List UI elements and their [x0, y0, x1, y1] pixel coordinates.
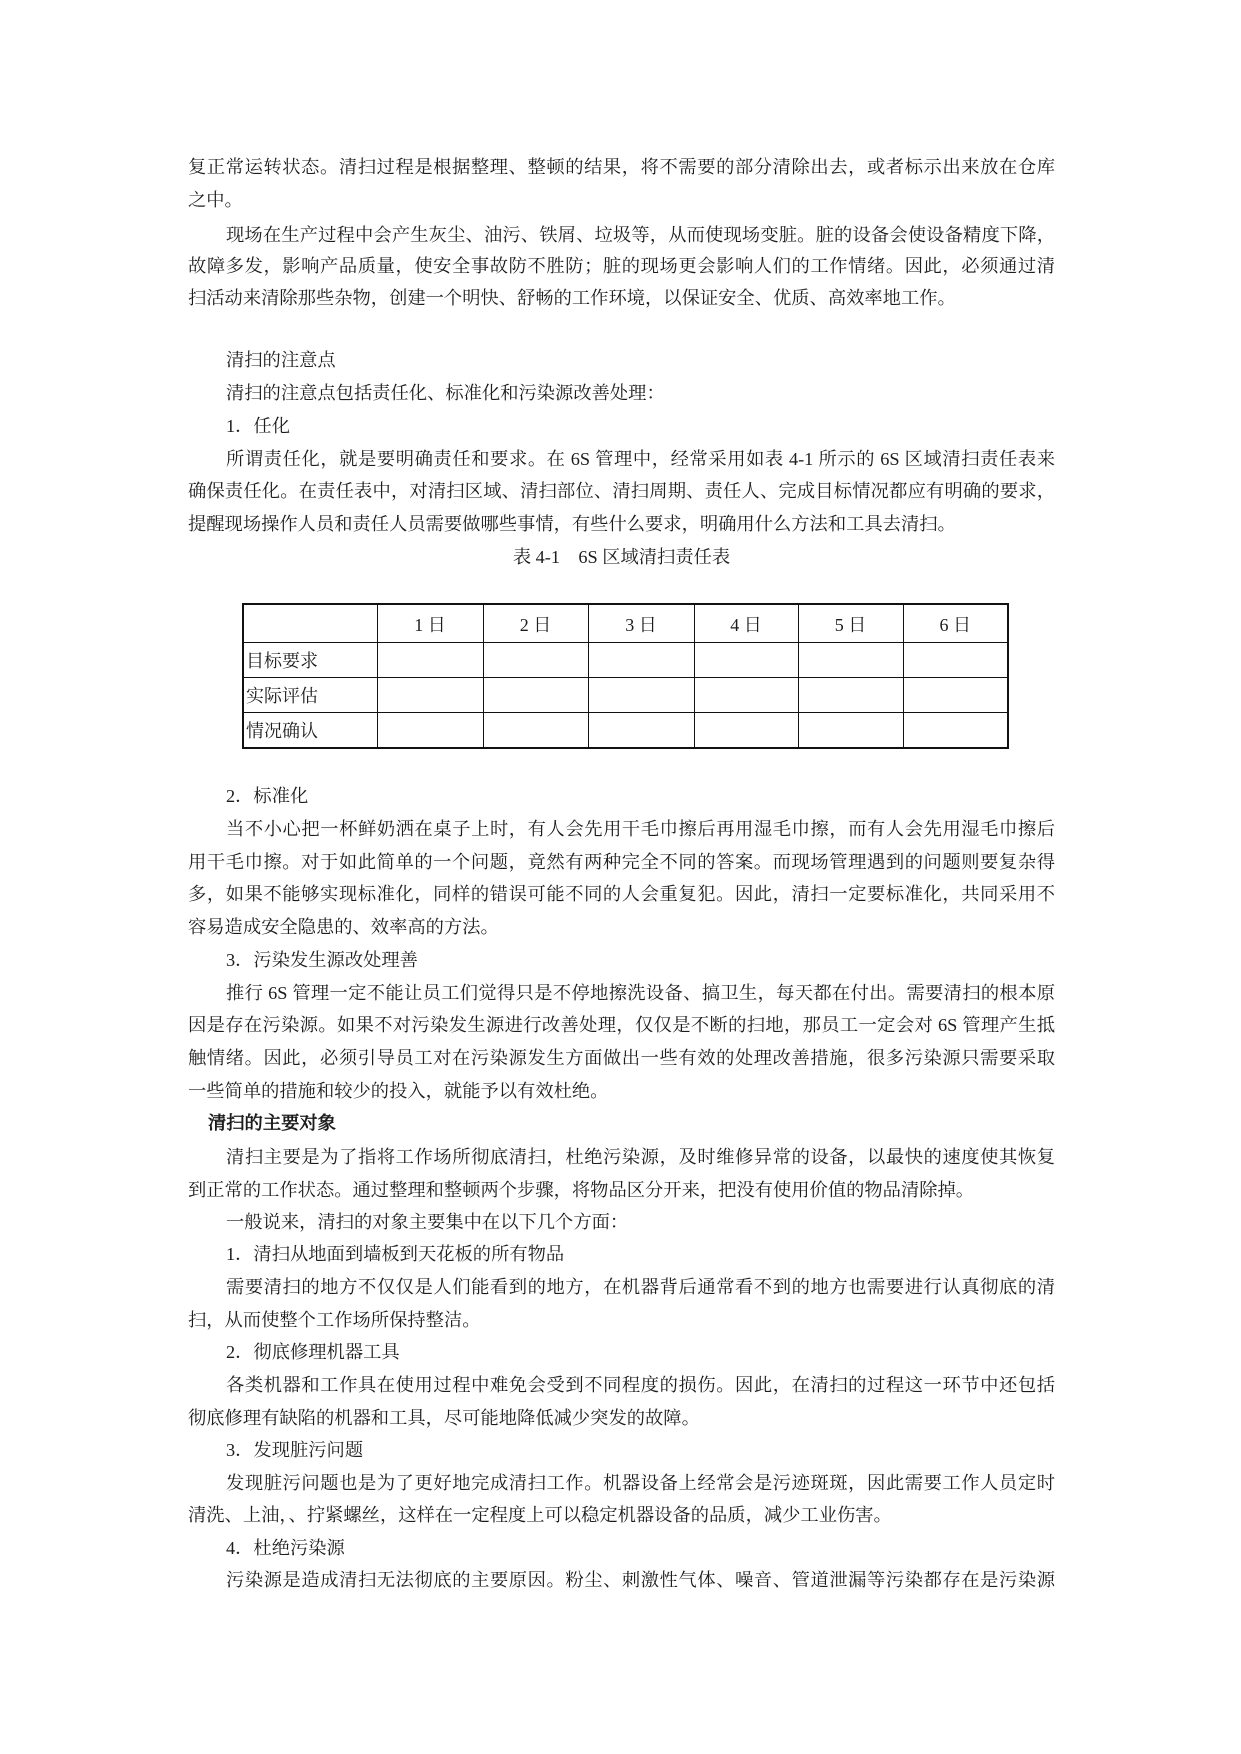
paragraph-line: 扫活动来清除那些杂物，创建一个明快、舒畅的工作环境，以保证安全、优质、高效率地工作。	[188, 288, 956, 308]
paragraph-line: 现场在生产过程中会产生灰尘、油污、铁屑、垃圾等，从而使现场变脏。脏的设备会使设备精度下降，	[226, 225, 1055, 245]
table-cell	[903, 643, 1008, 678]
table-header-cell: 6 日	[903, 604, 1008, 643]
table-cell	[694, 678, 798, 713]
item-title: 1．任化	[226, 416, 290, 436]
item-title: 4．杜绝污染源	[226, 1538, 345, 1558]
table-cell	[377, 678, 483, 713]
table-cell	[377, 713, 483, 748]
paragraph-line: 用干毛巾擦。对于如此简单的一个问题，竟然有两种完全不同的答案。而现场管理遇到的问题则要复杂得	[188, 852, 1055, 872]
table-header-cell: 5 日	[798, 604, 903, 643]
table-cell	[694, 713, 798, 748]
paragraph-line: 所谓责任化，就是要明确责任和要求。在 6S 管理中，经常采用如表 4-1 所示的 6S 区域清扫责任表来	[226, 449, 1055, 469]
paragraph-line: 多，如果不能够实现标准化，同样的错误可能不同的人会重复犯。因此，清扫一定要标准化，共同采用不	[188, 884, 1055, 904]
paragraph-line: 到正常的工作状态。通过整理和整顿两个步骤，将物品区分开来，把没有使用价值的物品清除掉。	[188, 1180, 975, 1200]
paragraph-line: 各类机器和工作具在使用过程中难免会受到不同程度的损伤。因此，在清扫的过程这一环节中还包括	[226, 1375, 1055, 1395]
paragraph-line: 故障多发，影响产品质量，使安全事故防不胜防；脏的现场更会影响人们的工作情绪。因此，必须通过清	[188, 256, 1055, 276]
responsibility-table	[242, 603, 1009, 749]
paragraph-line: 一般说来，清扫的对象主要集中在以下几个方面：	[226, 1212, 629, 1232]
paragraph-line: 需要清扫的地方不仅仅是人们能看到的地方，在机器背后通常看不到的地方也需要进行认真彻底的清	[226, 1277, 1055, 1297]
paragraph-line: 复正常运转状态。清扫过程是根据整理、整顿的结果，将不需要的部分清除出去，或者标示出来放在仓库	[188, 157, 1055, 177]
item-title: 2．彻底修理机器工具	[226, 1342, 400, 1362]
item-title: 3．发现脏污问题	[226, 1440, 364, 1460]
table-cell	[483, 678, 588, 713]
table-header-cell: 1 日	[377, 604, 483, 643]
paragraph-line: 提醒现场操作人员和责任人员需要做哪些事情，有些什么要求，明确用什么方法和工具去清扫。	[188, 514, 956, 534]
table-header-cell: 3 日	[588, 604, 694, 643]
table-caption: 表 4-1 6S 区域清扫责任表	[512, 547, 731, 567]
table-header-cell: 2 日	[483, 604, 588, 643]
paragraph-line: 清扫主要是为了指将工作场所彻底清扫，杜绝污染源，及时维修异常的设备，以最快的速度使其恢复	[226, 1147, 1055, 1167]
table-cell	[377, 643, 483, 678]
paragraph-line: 当不小心把一杯鲜奶洒在桌子上时，有人会先用干毛巾擦后再用湿毛巾擦，而有人会先用湿毛巾擦后	[226, 819, 1055, 839]
paragraph-line: 清扫的注意点包括责任化、标准化和污染源改善处理：	[226, 383, 665, 403]
table-cell	[798, 643, 903, 678]
table-cell	[588, 713, 694, 748]
paragraph-line: 容易造成安全隐患的、效率高的方法。	[188, 917, 499, 937]
table-cell	[903, 678, 1008, 713]
item-title: 2．标准化	[226, 786, 309, 806]
paragraph-line: 触情绪。因此，必须引导员工对在污染源发生方面做出一些有效的处理改善措施，很多污染源只需要采取	[188, 1048, 1055, 1068]
paragraph-line: 彻底修理有缺陷的机器和工具，尽可能地降低减少突发的故障。	[188, 1408, 700, 1428]
section-heading-notice: 清扫的注意点	[226, 350, 336, 370]
table-cell	[588, 643, 694, 678]
table-header-cell: 4 日	[694, 604, 798, 643]
table-cell	[798, 678, 903, 713]
item-title: 3．污染发生源改处理善	[226, 950, 418, 970]
paragraph-line: 一些简单的措施和较少的投入，就能予以有效杜绝。	[188, 1081, 609, 1101]
paragraph-line: 因是存在污染源。如果不对污染发生源进行改善处理，仅仅是不断的扫地，那员工一定会对 6S 管理产生抵	[188, 1015, 1055, 1035]
row-label: 情况确认	[243, 713, 377, 748]
table-cell	[483, 643, 588, 678]
table-header-row	[243, 604, 1008, 643]
paragraph-line: 发现脏污问题也是为了更好地完成清扫工作。机器设备上经常会是污迹斑斑，因此需要工作人员定时	[226, 1473, 1055, 1493]
table-corner-cell	[243, 604, 377, 643]
paragraph-line: 扫，从而使整个工作场所保持整洁。	[188, 1310, 481, 1330]
table-cell	[483, 713, 588, 748]
table-cell	[588, 678, 694, 713]
table-cell	[798, 713, 903, 748]
table-cell	[903, 713, 1008, 748]
section-heading-objects: 清扫的主要对象	[208, 1113, 336, 1133]
table-row	[243, 678, 1008, 713]
table-cell	[694, 643, 798, 678]
paragraph-line: 之中。	[188, 190, 243, 210]
table-row	[243, 713, 1008, 748]
paragraph-line: 污染源是造成清扫无法彻底的主要原因。粉尘、刺激性气体、噪音、管道泄漏等污染都存在是污染源	[226, 1570, 1055, 1590]
paragraph-line: 清洗、上油，、拧紧螺丝，这样在一定程度上可以稳定机器设备的品质，减少工业伤害。	[188, 1505, 892, 1525]
paragraph-line: 推行 6S 管理一定不能让员工们觉得只是不停地擦洗设备、搞卫生，每天都在付出。需要清扫的根本原	[226, 983, 1055, 1003]
paragraph-line: 确保责任化。在责任表中，对清扫区域、清扫部位、清扫周期、责任人、完成目标情况都应有明确的要求，	[188, 481, 1055, 501]
item-title: 1．清扫从地面到墙板到天花板的所有物品	[226, 1244, 565, 1264]
row-label: 实际评估	[243, 678, 377, 713]
table-row	[243, 643, 1008, 678]
row-label: 目标要求	[243, 643, 377, 678]
